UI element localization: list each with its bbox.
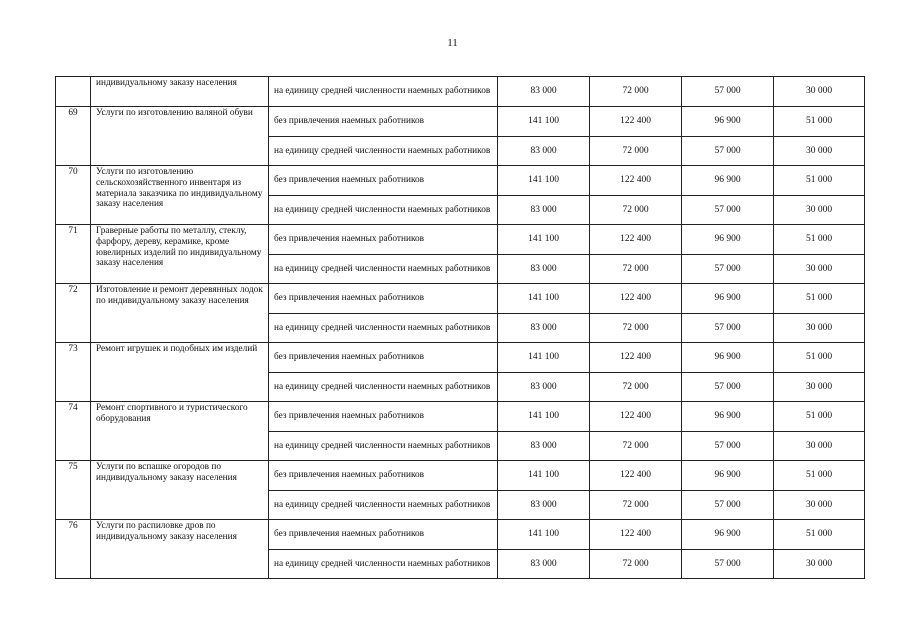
row-number-cell: 72 [56, 284, 91, 343]
value-cell: 30 000 [774, 137, 865, 166]
condition-cell: без привлечения наемных работников [269, 225, 498, 255]
row-number-cell [56, 77, 91, 107]
value-cell: 141 100 [498, 225, 590, 255]
page-number: 11 [447, 37, 458, 49]
value-cell: 122 400 [590, 343, 682, 373]
condition-cell: без привлечения наемных работников [269, 520, 498, 550]
value-cell: 51 000 [774, 284, 865, 314]
row-number-cell: 69 [56, 107, 91, 166]
value-cell: 51 000 [774, 402, 865, 432]
value-cell: 30 000 [774, 255, 865, 284]
row-number-cell: 71 [56, 225, 91, 284]
value-cell: 83 000 [498, 550, 590, 579]
value-cell: 96 900 [682, 402, 774, 432]
value-cell: 30 000 [774, 196, 865, 225]
value-cell: 141 100 [498, 107, 590, 137]
service-name-cell: Ремонт спортивного и туристического оборудования [91, 402, 269, 461]
condition-cell: без привлечения наемных работников [269, 343, 498, 373]
table-row [56, 166, 865, 196]
service-name-cell: Изготовление и ремонт деревянных лодок по индивидуальному заказу населения [91, 284, 269, 343]
value-cell: 72 000 [590, 491, 682, 520]
condition-cell: без привлечения наемных работников [269, 461, 498, 491]
condition-cell: на единицу средней численности наемных работников [269, 255, 498, 284]
row-number-cell: 75 [56, 461, 91, 520]
value-cell: 141 100 [498, 343, 590, 373]
value-cell: 141 100 [498, 284, 590, 314]
row-number-cell: 70 [56, 166, 91, 225]
condition-cell: на единицу средней численности наемных работников [269, 491, 498, 520]
value-cell: 57 000 [682, 491, 774, 520]
table-row [56, 461, 865, 491]
service-name-cell: Граверные работы по металлу, стеклу, фарфору, дереву, керамике, кроме ювелирных изделий по индивидуальному заказу населения [91, 225, 269, 284]
value-cell: 83 000 [498, 137, 590, 166]
value-cell: 83 000 [498, 196, 590, 225]
condition-cell: на единицу средней численности наемных работников [269, 77, 498, 107]
value-cell: 122 400 [590, 284, 682, 314]
value-cell: 72 000 [590, 314, 682, 343]
value-cell: 141 100 [498, 166, 590, 196]
value-cell: 83 000 [498, 432, 590, 461]
value-cell: 72 000 [590, 550, 682, 579]
value-cell: 30 000 [774, 550, 865, 579]
value-cell: 57 000 [682, 314, 774, 343]
value-cell: 96 900 [682, 225, 774, 255]
condition-cell: на единицу средней численности наемных работников [269, 196, 498, 225]
value-cell: 72 000 [590, 196, 682, 225]
value-cell: 57 000 [682, 373, 774, 402]
value-cell: 83 000 [498, 373, 590, 402]
value-cell: 96 900 [682, 461, 774, 491]
row-number-cell: 76 [56, 520, 91, 579]
value-cell: 30 000 [774, 77, 865, 107]
row-number-cell: 74 [56, 402, 91, 461]
value-cell: 30 000 [774, 491, 865, 520]
value-cell: 57 000 [682, 77, 774, 107]
condition-cell: без привлечения наемных работников [269, 107, 498, 137]
condition-cell: на единицу средней численности наемных работников [269, 550, 498, 579]
service-name-cell: Услуги по распиловке дров по индивидуальному заказу населения [91, 520, 269, 579]
value-cell: 30 000 [774, 314, 865, 343]
value-cell: 72 000 [590, 432, 682, 461]
value-cell: 122 400 [590, 107, 682, 137]
value-cell: 57 000 [682, 137, 774, 166]
value-cell: 51 000 [774, 461, 865, 491]
value-cell: 141 100 [498, 402, 590, 432]
value-cell: 72 000 [590, 77, 682, 107]
value-cell: 51 000 [774, 225, 865, 255]
service-name-cell: Ремонт игрушек и подобных им изделий [91, 343, 269, 402]
table-row [56, 225, 865, 255]
value-cell: 122 400 [590, 461, 682, 491]
service-name-cell: Услуги по изготовлению валяной обуви [91, 107, 269, 166]
value-cell: 122 400 [590, 402, 682, 432]
row-number-cell: 73 [56, 343, 91, 402]
value-cell: 57 000 [682, 255, 774, 284]
condition-cell: без привлечения наемных работников [269, 166, 498, 196]
service-name-cell: Услуги по изготовлению сельскохозяйственного инвентаря из материала заказчика по индивидуальному заказу населения [91, 166, 269, 225]
value-cell: 141 100 [498, 461, 590, 491]
table-row [56, 520, 865, 550]
value-cell: 83 000 [498, 491, 590, 520]
table-row [56, 284, 865, 314]
condition-cell: на единицу средней численности наемных работников [269, 137, 498, 166]
value-cell: 141 100 [498, 520, 590, 550]
value-cell: 83 000 [498, 77, 590, 107]
value-cell: 122 400 [590, 166, 682, 196]
tax-rates-table [55, 76, 865, 579]
service-name-cell: Услуги по вспашке огородов по индивидуальному заказу населения [91, 461, 269, 520]
value-cell: 96 900 [682, 520, 774, 550]
value-cell: 96 900 [682, 284, 774, 314]
condition-cell: без привлечения наемных работников [269, 284, 498, 314]
value-cell: 122 400 [590, 225, 682, 255]
value-cell: 96 900 [682, 343, 774, 373]
value-cell: 72 000 [590, 373, 682, 402]
value-cell: 83 000 [498, 255, 590, 284]
value-cell: 51 000 [774, 520, 865, 550]
table-row [56, 107, 865, 137]
value-cell: 72 000 [590, 255, 682, 284]
value-cell: 72 000 [590, 137, 682, 166]
table-row [56, 402, 865, 432]
value-cell: 122 400 [590, 520, 682, 550]
value-cell: 83 000 [498, 314, 590, 343]
value-cell: 57 000 [682, 550, 774, 579]
value-cell: 51 000 [774, 166, 865, 196]
table-row [56, 77, 865, 107]
value-cell: 96 900 [682, 166, 774, 196]
value-cell: 57 000 [682, 432, 774, 461]
table-row [56, 343, 865, 373]
service-name-cell: индивидуальному заказу населения [91, 77, 269, 107]
value-cell: 51 000 [774, 343, 865, 373]
value-cell: 96 900 [682, 107, 774, 137]
value-cell: 30 000 [774, 432, 865, 461]
value-cell: 51 000 [774, 107, 865, 137]
condition-cell: на единицу средней численности наемных работников [269, 373, 498, 402]
value-cell: 30 000 [774, 373, 865, 402]
condition-cell: на единицу средней численности наемных работников [269, 314, 498, 343]
condition-cell: на единицу средней численности наемных работников [269, 432, 498, 461]
value-cell: 57 000 [682, 196, 774, 225]
condition-cell: без привлечения наемных работников [269, 402, 498, 432]
